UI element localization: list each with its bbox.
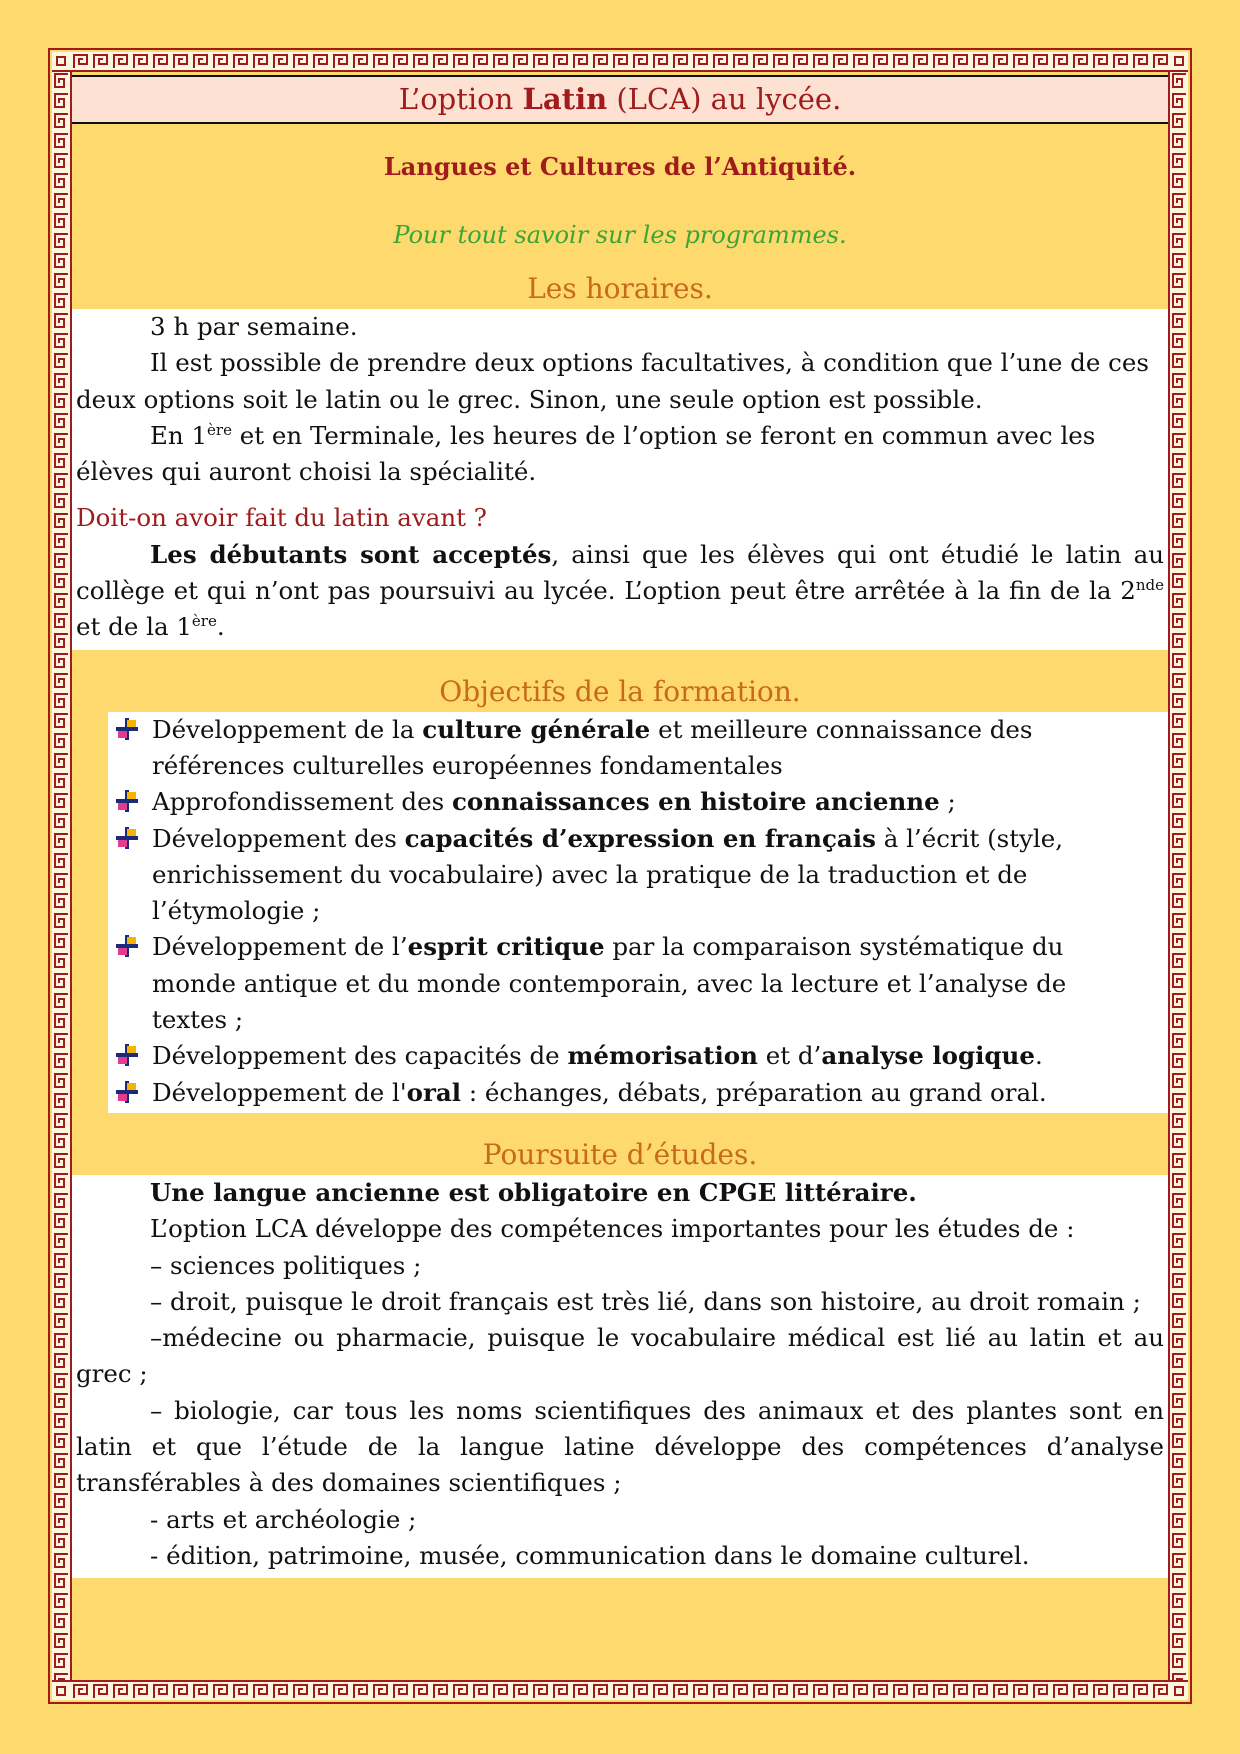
poursuite-line: – sciences politiques ;	[150, 1250, 422, 1280]
bullet-cross-icon	[116, 790, 138, 812]
corner-ornament	[52, 52, 70, 70]
poursuite-line: –médecine ou pharmacie, puisque le vocabulaire médical est lié au latin et au grec ;	[76, 1323, 1164, 1389]
question-heading: Doit-on avoir fait du latin avant ?	[76, 503, 487, 533]
corner-ornament	[52, 1682, 70, 1700]
page-content	[72, 75, 1168, 1578]
objectifs-list	[112, 712, 1164, 1111]
horaires-p2: Il est possible de prendre deux options facultatives, à condition que l’une de ces deux options soit le latin ou le grec. Sinon, une seule option est possible.	[76, 348, 1149, 414]
border-strip-right	[1168, 72, 1188, 1680]
horaires-box	[72, 309, 1168, 650]
poursuite-line: - arts et archéologie ;	[150, 1504, 417, 1534]
corner-ornament	[1170, 52, 1188, 70]
poursuite-line: – droit, puisque le droit français est très lié, dans son histoire, au droit romain ;	[150, 1286, 1141, 1316]
border-strip-top	[52, 52, 1188, 72]
list-item: Développement des capacités d’expression en français à l’écrit (style, enrichissement du vocabulaire) avec la pratique de la traduction et de l’étymologie ;	[112, 821, 1102, 930]
border-strip-bottom	[52, 1680, 1188, 1700]
subtitle: Langues et Cultures de l’Antiquité.	[383, 152, 857, 181]
poursuite-line: – biologie, car tous les noms scientifiques des animaux et des plantes sont en latin et que l’étude de la langue latine développe des compétences d’analyse transférables à des domaines scientifiques ;	[76, 1395, 1164, 1498]
programmes-link[interactable]: Pour tout savoir sur les programmes.	[393, 221, 847, 249]
list-item: Développement des capacités de mémorisation et d’analyse logique.	[112, 1038, 1102, 1074]
horaires-p1: 3 h par semaine.	[150, 312, 358, 341]
poursuite-intro: L’option LCA développe des compétences importantes pour les études de :	[150, 1214, 1075, 1244]
corner-ornament	[1170, 1682, 1188, 1700]
poursuite-lead: Une langue ancienne est obligatoire en CPGE littéraire.	[150, 1177, 917, 1207]
section-title-objectifs: Objectifs de la formation.	[439, 674, 801, 708]
border-strip-left	[52, 72, 72, 1680]
objectifs-box	[108, 712, 1168, 1113]
bullet-cross-icon	[116, 1081, 138, 1103]
horaires-p4: Les débutants sont acceptés, ainsi que les élèves qui ont étudié le latin au collège et qui n’ont pas poursuivi au lycée. L’option peut être arrêtée à la fin de la 2nde et de la 1ère.	[76, 539, 1164, 642]
bullet-cross-icon	[116, 718, 138, 740]
list-item: Approfondissement des connaissances en histoire ancienne ;	[112, 784, 1102, 820]
list-item: Développement de l'oral : échanges, débats, préparation au grand oral.	[112, 1075, 1102, 1111]
poursuite-box	[72, 1175, 1168, 1578]
section-title-horaires: Les horaires.	[527, 272, 713, 305]
section-title-poursuite: Poursuite d’études.	[482, 1137, 758, 1171]
list-item: Développement de l’esprit critique par la comparaison systématique du monde antique et du monde contemporain, avec la lecture et l’analyse de textes ;	[112, 929, 1102, 1038]
poursuite-line: - édition, patrimoine, musée, communication dans le domaine culturel.	[150, 1540, 1030, 1570]
list-item: Développement de la culture générale et meilleure connaissance des références culturelles européennes fondamentales	[112, 712, 1102, 785]
bullet-cross-icon	[116, 935, 138, 957]
horaires-p3: En 1ère et en Terminale, les heures de l’option se feront en commun avec les élèves qui auront choisi la spécialité.	[76, 420, 1096, 487]
bullet-cross-icon	[116, 827, 138, 849]
page-title: L’option Latin (LCA) au lycée.	[72, 75, 1168, 124]
bullet-cross-icon	[116, 1044, 138, 1066]
